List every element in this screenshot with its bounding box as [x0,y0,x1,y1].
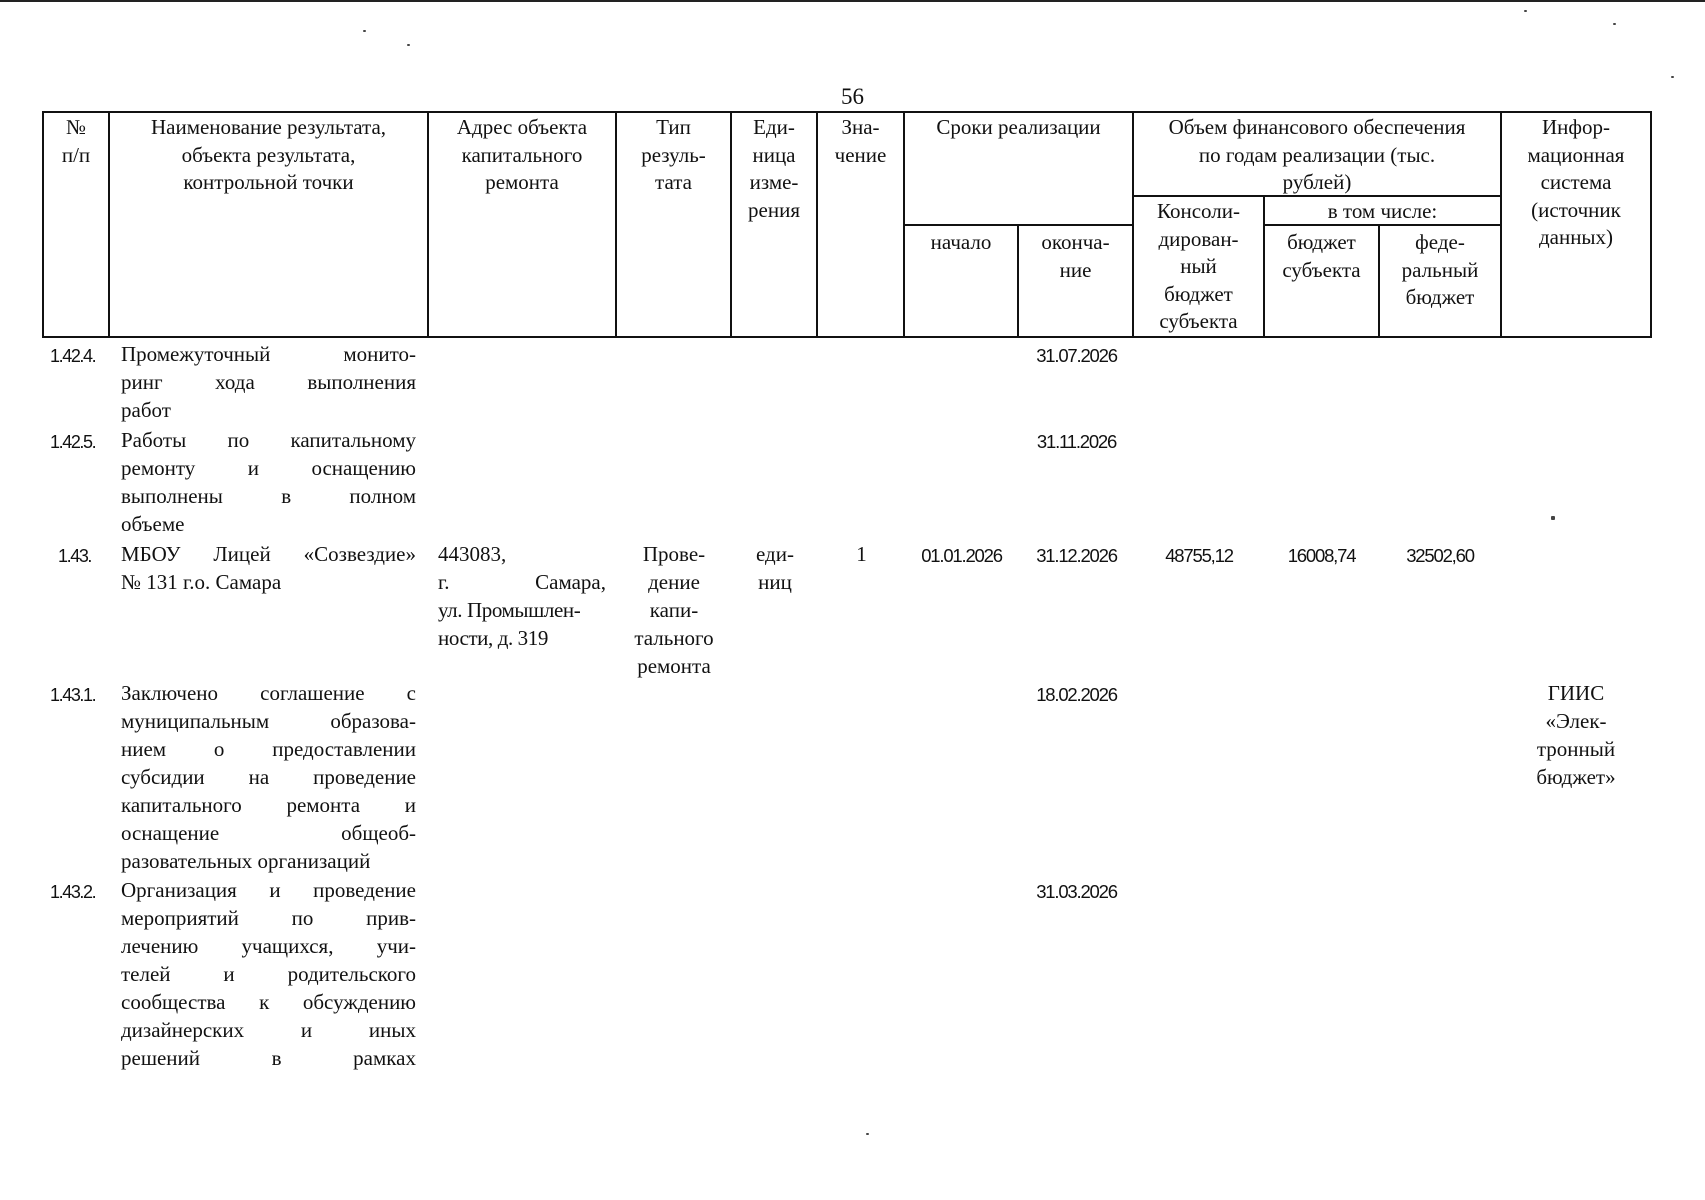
row-end-date: 31.11.2026 [1036,431,1117,452]
row-number: 1.43.2. [50,882,96,902]
name-line: телей и родительского [121,962,416,986]
row-federal-budget: 32502,60 [1406,545,1474,566]
name-line: ринг хода выполнения [121,370,416,394]
name-line: нием о предоставлении [121,737,416,761]
row-subject-budget: 16008,74 [1287,545,1356,566]
header-value: Зна- чение [834,115,887,167]
row-unit: еди- ниц [756,542,794,594]
scan-speck [1524,10,1527,12]
row-end-date: 31.07.2026 [1036,345,1117,366]
scan-speck [866,1133,869,1135]
scan-edge [0,0,1705,2]
header-address: Адрес объекта капитального ремонта [456,115,588,194]
header-finance-subject: бюджет субъекта [1282,230,1361,282]
header-terms-end: оконча- ние [1041,230,1110,282]
name-line: Работы по капитальному [121,428,416,452]
name-line: № 131 г.о. Самара [121,570,282,594]
row-name [121,540,416,596]
name-line: ремонту и оснащению [121,456,416,480]
row-end-date: 31.12.2026 [1036,545,1117,566]
header-no: № п/п [61,115,91,167]
address-line: 443083, [438,542,507,566]
row-name [121,426,416,538]
address-line: ности, д. 319 [438,626,548,650]
name-line: мероприятий по прив- [121,906,416,930]
row-consolidated-budget: 48755,12 [1165,545,1233,566]
col-border [1650,111,1652,338]
header-terms-start: начало [930,230,992,254]
row-number: 1.42.4. [50,346,96,366]
address-line: г. Самара, [438,570,606,594]
header-finance-including: в том числе: [1327,199,1438,223]
header-finance: Объем финансового обеспечения по годам реализации (тыс. рублей) [1168,115,1466,194]
row-name [121,876,416,1072]
header-info: Инфор- мационная система (источник данных) [1527,115,1625,249]
name-line: Заключено соглашение с [121,681,416,705]
name-line: оснащение общеоб- [121,821,416,845]
row-value: 1 [856,542,867,566]
header-name: Наименование результата, объекта результата, контрольной точки [150,115,387,194]
name-line: муниципальным образова- [121,709,416,733]
header-bottom-border [42,336,1652,338]
name-line: Организация и проведение [121,878,416,902]
scan-speck [1613,23,1616,25]
row-number: 1.42.5. [50,432,96,452]
name-line: капитального ремонта и [121,793,416,817]
address-line: ул. Промышлен- [438,598,581,622]
row-number: 1.43. [58,546,92,566]
name-line: Промежуточный монито- [121,342,416,366]
col-border [903,111,905,338]
name-line: работ [121,398,171,422]
name-line: дизайнерских и иных [121,1018,416,1042]
row-number: 1.43.1. [50,685,96,705]
row-type: Прове- дение капи- тального ремонта [634,542,714,678]
scan-speck [363,30,366,32]
row-name [121,340,416,424]
name-line: МБОУ Лицей «Созвездие» [121,542,416,566]
row-start-date: 01.01.2026 [921,545,1002,566]
header-finance-federal: феде- ральный бюджет [1401,230,1479,309]
scan-speck [1671,76,1674,78]
header-top-border [42,111,1652,113]
name-line: субсидии на проведение [121,765,416,789]
row-name [121,679,416,875]
header-unit: Еди- ница изме- рения [748,115,800,222]
name-line: объеме [121,512,185,536]
page-number: 56 [841,84,864,109]
header-terms: Сроки реализации [936,115,1101,139]
name-line: разовательных организаций [121,849,371,873]
header-finance-consolidated: Консоли- дирован- ный бюджет субъекта [1157,199,1240,333]
name-line: лечению учащихся, учи- [121,934,416,958]
row-end-date: 18.02.2026 [1036,684,1117,705]
table-header [42,111,1652,338]
header-type: Тип резуль- тата [641,115,706,194]
name-line: выполнены в полном [121,484,416,508]
name-line: сообщества к обсуждению [121,990,416,1014]
name-line: решений в рамках [121,1046,416,1070]
row-info-system: ГИИС «Элек- тронный бюджет» [1536,681,1616,789]
scan-speck [1551,516,1555,520]
row-address [438,540,606,652]
scan-speck [407,44,410,46]
row-end-date: 31.03.2026 [1036,881,1117,902]
